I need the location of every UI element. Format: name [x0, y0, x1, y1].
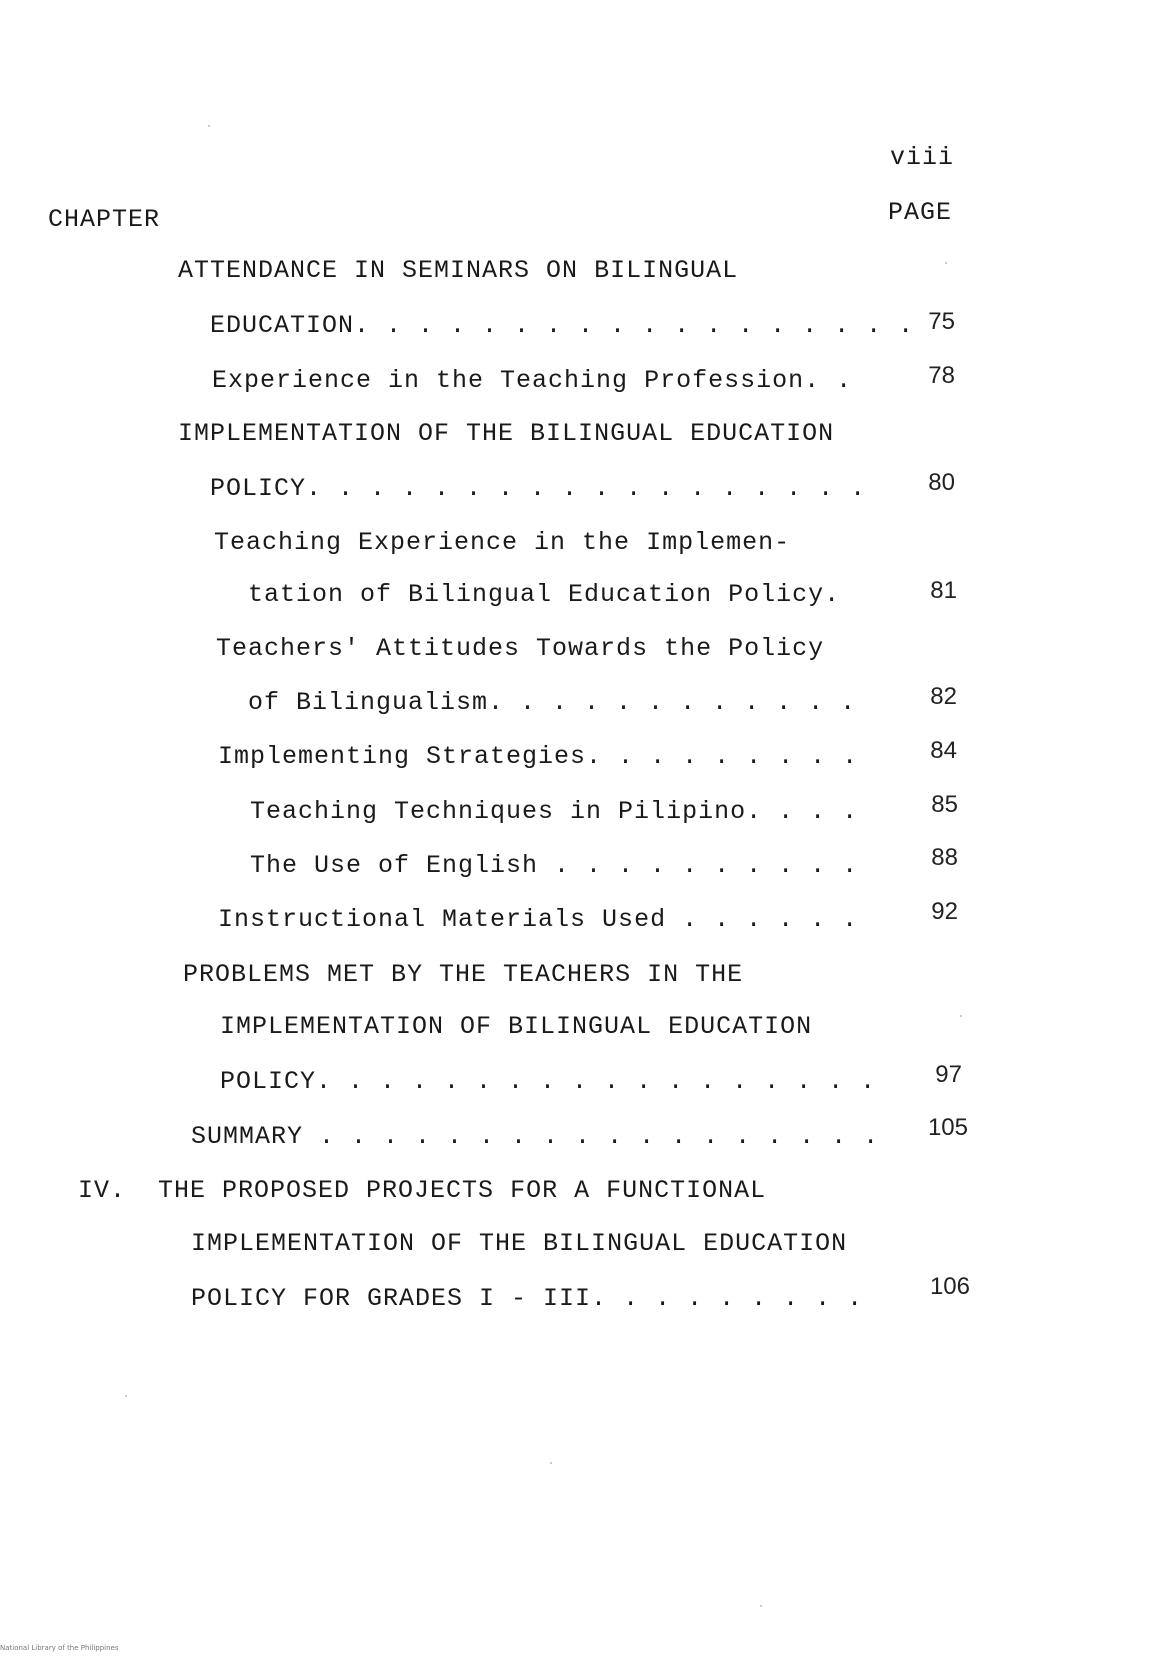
toc-entry-text: EDUCATION. . . . . . . . . . . . . . . . . . [210, 311, 915, 340]
toc-entry-text: Teaching Techniques in Pilipino. . . . [250, 797, 859, 826]
toc-entry-text: Teachers' Attitudes Towards the Policy [216, 634, 825, 663]
toc-entry-page: 82 [930, 683, 957, 710]
toc-entry-text: POLICY. . . . . . . . . . . . . . . . . . [210, 474, 867, 503]
scan-speck [550, 1462, 552, 1464]
toc-entry-page: 85 [931, 791, 958, 818]
toc-entry-page: 97 [935, 1061, 962, 1088]
toc-entry-text: The Use of English . . . . . . . . . . [250, 851, 859, 880]
toc-entry-text: IMPLEMENTATION OF BILINGUAL EDUCATION [220, 1012, 813, 1041]
toc-entry-text: tation of Bilingual Education Policy. [248, 580, 841, 609]
toc-entry-page: 105 [927, 1114, 968, 1141]
toc-entry-page: 92 [931, 898, 958, 925]
toc-entry-page: 80 [928, 469, 955, 496]
toc-entry-text: Instructional Materials Used . . . . . . [218, 905, 859, 934]
toc-entry-text: POLICY FOR GRADES I - III. . . . . . . . . [191, 1284, 864, 1313]
toc-entry-text: Experience in the Teaching Profession. . [212, 366, 853, 395]
page-column-label: PAGE [888, 198, 953, 227]
page-number: viii [890, 143, 955, 172]
toc-entry-text: ATTENDANCE IN SEMINARS ON BILINGUAL [178, 256, 739, 285]
toc-entry-text: PROBLEMS MET BY THE TEACHERS IN THE [183, 960, 744, 989]
scan-speck [208, 125, 210, 127]
toc-entry-text: of Bilingualism. . . . . . . . . . . . [248, 688, 857, 717]
toc-entry-text: Implementing Strategies. . . . . . . . . [218, 742, 859, 771]
toc-entry-page: 81 [930, 577, 957, 604]
scan-speck [125, 1395, 127, 1397]
toc-entry-page: 88 [931, 844, 958, 871]
scan-speck [960, 1015, 962, 1017]
chapter-column-label: CHAPTER [48, 205, 161, 234]
scan-speck [760, 1605, 762, 1607]
toc-entry-text: IMPLEMENTATION OF THE BILINGUAL EDUCATION [191, 1229, 848, 1258]
toc-entry-text: IMPLEMENTATION OF THE BILINGUAL EDUCATION [178, 419, 835, 448]
toc-entry-page: 84 [930, 737, 957, 764]
toc-entry-text: POLICY. . . . . . . . . . . . . . . . . . [220, 1067, 877, 1096]
toc-entry-page: 106 [929, 1273, 970, 1300]
footer-watermark: National Library of the Philippines [0, 1644, 119, 1652]
toc-entry-text: Teaching Experience in the Implemen- [214, 528, 791, 557]
toc-entry-page: 75 [928, 308, 955, 335]
toc-entry-text: IV. THE PROPOSED PROJECTS FOR A FUNCTIONAL [78, 1176, 767, 1205]
scan-speck [945, 262, 947, 264]
toc-entry-page: 78 [928, 362, 955, 389]
toc-entry-text: SUMMARY . . . . . . . . . . . . . . . . . . [191, 1122, 880, 1151]
